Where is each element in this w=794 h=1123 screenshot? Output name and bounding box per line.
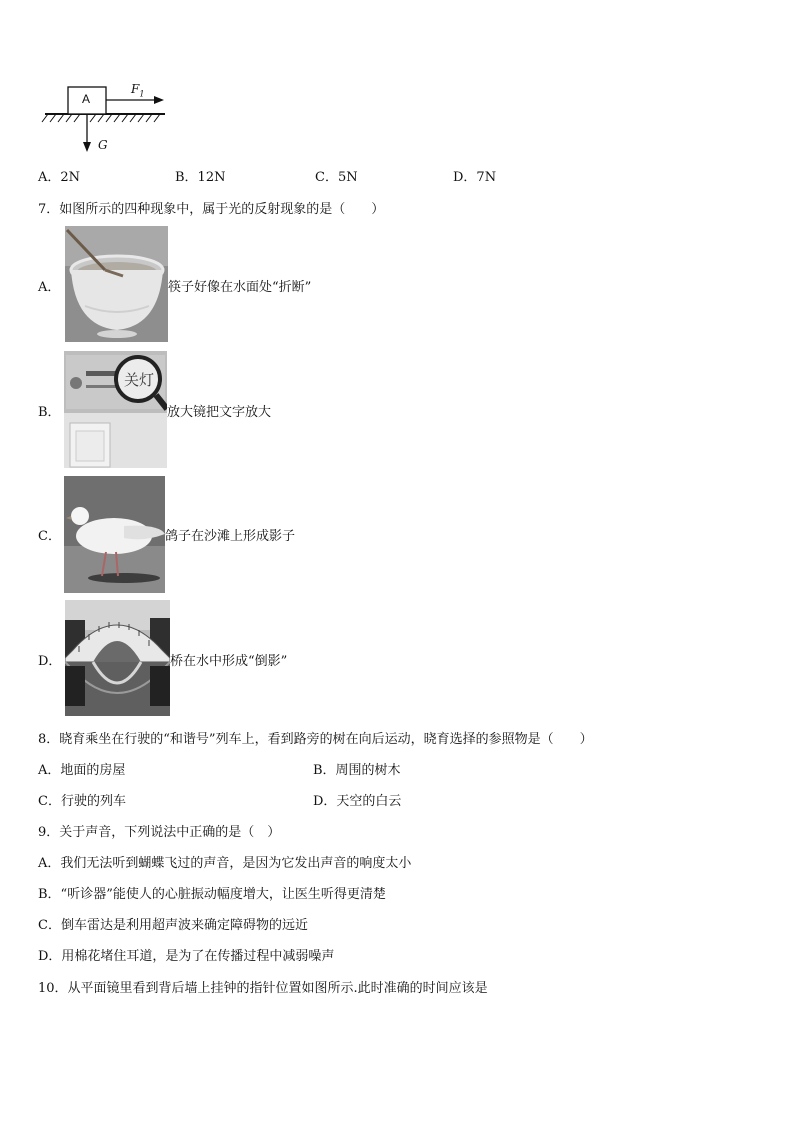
q10-stem: 10．从平面镜里看到背后墙上挂钟的指针位置如图所示.此时准确的时间应该是 bbox=[38, 981, 488, 996]
q7-option-b-caption: 放大镜把文字放大 bbox=[167, 405, 272, 420]
force-f1-label bbox=[131, 82, 144, 98]
q8-option-c: C．行驶的列车 bbox=[38, 794, 126, 809]
q7-option-c-label: C． bbox=[38, 529, 61, 544]
q9-option-c: C．倒车雷达是利用超声波来确定障碍物的远近 bbox=[38, 918, 308, 933]
q9-stem: 9．关于声音，下列说法中正确的是（ ） bbox=[38, 825, 281, 840]
weight-label: G bbox=[98, 138, 108, 152]
q6-option-c: C．5N bbox=[315, 170, 358, 185]
force-subscript: 1 bbox=[139, 89, 145, 99]
q9-option-a: A．我们无法听到蝴蝶飞过的声音，是因为它发出声音的响度太小 bbox=[38, 856, 412, 871]
q6-option-a: A．2N bbox=[38, 170, 81, 185]
q7-option-b-label: B． bbox=[38, 405, 61, 420]
q7-photo-bowl bbox=[65, 226, 168, 342]
q7-stem: 7．如图所示的四种现象中，属于光的反射现象的是（ ） bbox=[38, 202, 385, 217]
q7-photo-bridge bbox=[65, 600, 170, 716]
q7-photo-pigeon bbox=[64, 476, 165, 593]
q6-option-d: D．7N bbox=[453, 170, 497, 185]
force-diagram bbox=[40, 80, 180, 160]
q7-option-d-caption: 桥在水中形成“倒影” bbox=[170, 654, 288, 669]
q7-photo-magnifier bbox=[64, 351, 167, 468]
q7-option-a-caption: 筷子好像在水面处“折断” bbox=[168, 280, 312, 295]
q7-option-a-label: A． bbox=[38, 280, 61, 295]
magnified-sign-text: 关灯 bbox=[124, 371, 155, 389]
block-label: A bbox=[82, 92, 91, 106]
q9-option-d: D．用棉花堵住耳道，是为了在传播过程中减弱噪声 bbox=[38, 949, 335, 964]
q8-option-d: D．天空的白云 bbox=[313, 794, 402, 809]
q7-option-c-caption: 鸽子在沙滩上形成影子 bbox=[165, 529, 296, 544]
q8-stem: 8．晓育乘坐在行驶的“和谐号”列车上，看到路旁的树在向后运动，晓育选择的参照物是（ ） bbox=[38, 732, 593, 747]
force-symbol: F bbox=[131, 82, 140, 96]
q8-option-a: A．地面的房屋 bbox=[38, 763, 126, 778]
q7-option-d-label: D． bbox=[38, 654, 62, 669]
q8-option-b: B．周围的树木 bbox=[313, 763, 401, 778]
q9-option-b: B．“听诊器”能使人的心脏振动幅度增大，让医生听得更清楚 bbox=[38, 887, 386, 902]
q6-option-b: B．12N bbox=[175, 170, 226, 185]
